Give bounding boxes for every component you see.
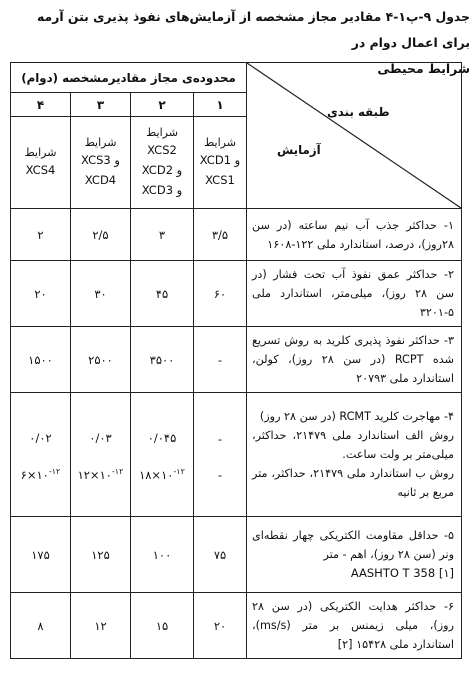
value-cell: ۲۰: [194, 593, 247, 659]
value-method-a: -: [217, 431, 223, 446]
table-row: [11, 593, 462, 659]
condition-2-class-a: XCS2: [147, 143, 177, 157]
value-method-b: [131, 467, 193, 482]
value-mantissa: ۱۲×۱۰: [77, 467, 112, 482]
value-cell: ۳۰: [71, 261, 131, 327]
value-cell: ۲۰: [11, 261, 71, 327]
condition-3-word: شرایط: [84, 136, 117, 149]
value-cell: ۱۵: [131, 593, 194, 659]
value-cell: ۴۵: [131, 261, 194, 327]
value-cell: ۱۵۰۰: [11, 327, 71, 393]
condition-1-class-b: XCS1: [205, 173, 235, 187]
value-mantissa: ۶×۱۰: [20, 467, 49, 482]
condition-col-4: [11, 117, 71, 209]
value-cell: ۲/۵: [71, 209, 131, 261]
value-cell: ۱۰۰: [131, 517, 194, 593]
col-number-4: ۴: [11, 93, 71, 117]
test-description: ۳- حداکثر نفوذ پذیری کلرید به روش تسریع شده RCPT (در سن ۲۸ روز)، کولن، استاندارد ملی ۲۰۷۹۳: [247, 327, 462, 393]
value-cell: ۱۲: [71, 593, 131, 659]
condition-1-class-a: XCD1 و: [199, 153, 241, 167]
col-number-3: ۳: [71, 93, 131, 117]
diagonal-line: [247, 63, 461, 208]
col-number-1: ۱: [194, 93, 247, 117]
value-exponent: -۱۲: [48, 467, 61, 477]
condition-4-word: شرایط: [24, 146, 57, 159]
value-method-a: ۰/۰۳: [89, 431, 112, 446]
table-row: [11, 517, 462, 593]
value-cell: ۸: [11, 593, 71, 659]
condition-col-2: [131, 117, 194, 209]
condition-2-class-c: XCD3 و: [141, 183, 183, 197]
col-number-2: ۲: [131, 93, 194, 117]
rcmt-method-b: روش ب استاندارد ملی ۲۱۴۷۹، حداکثر، متر مربع بر ثانیه: [252, 467, 454, 499]
category-label: طبقه بندی: [327, 105, 390, 119]
test-description: ۶- حداکثر هدایت الکتریکی (در سن ۲۸ روز)، میلی زیمنس بر متر (ms/s)، استاندارد ملی ۱۵۴۲۸ [۲]: [247, 593, 462, 659]
value-cell: ۶۰: [194, 261, 247, 327]
header-row-range: [11, 63, 462, 93]
test-description: [247, 393, 462, 517]
value-exponent: -۱۲: [111, 467, 124, 477]
condition-3-class-a: XCS3 و: [81, 153, 120, 167]
condition-3-class-b: XCD4: [84, 173, 117, 187]
test-description: ۱- حداکثر جذب آب نیم ساعته (در سن ۲۸روز)، درصد، استاندارد ملی ۱۲۲-۱۶۰۸: [247, 209, 462, 261]
caption-line-2: شرایط محیطی: [377, 61, 470, 76]
value-cell-stack: [71, 393, 131, 517]
condition-col-1: [194, 117, 247, 209]
range-header: محدوده‌ی مجاز مقادیرمشخصه (دوام): [11, 63, 247, 93]
value-mantissa: ۱۸×۱۰: [139, 467, 174, 482]
resistivity-text: ۵- حداقل مقاومت الکتریکی چهار نقطه‌ای ونر (سن ۲۸ روز)، اهم - متر: [252, 529, 454, 561]
reference-standard: AASHTO T 358 [۱]: [350, 566, 454, 580]
table-row: [11, 209, 462, 261]
condition-4-class: XCS4: [25, 163, 56, 177]
value-cell-stack: [11, 393, 71, 517]
value-cell: ۷۵: [194, 517, 247, 593]
table-row: [11, 327, 462, 393]
table-row: [11, 393, 462, 517]
value-cell: ۳: [131, 209, 194, 261]
value-cell-stack: [194, 393, 247, 517]
value-method-b: -: [217, 467, 223, 482]
diagonal-header-cell: [247, 63, 462, 209]
value-method-a: ۰/۰۴۵: [147, 431, 177, 446]
durability-spec-table: [10, 62, 462, 659]
condition-2-word: شرایط: [146, 126, 178, 139]
condition-2-class-b: XCD2 و: [141, 163, 183, 177]
test-description: ۲- حداکثر عمق نفوذ آب تحت فشار (در سن ۲۸ روز)، میلی‌متر، استاندارد ملی ۵-۳۲۰۱: [247, 261, 462, 327]
value-cell: ۱۷۵: [11, 517, 71, 593]
test-label: آزمایش: [277, 143, 321, 157]
caption-line-1: جدول ۹-پ۱-۴ مقادیر مجاز مشخصه از آزمایش‌های نفوذ پذیری بتن آرمه برای اعمال دوام در: [37, 9, 470, 50]
value-cell: ۳۵۰۰: [131, 327, 194, 393]
value-cell: ۳/۵: [194, 209, 247, 261]
condition-1-word: شرایط: [204, 136, 236, 149]
test-description: [247, 517, 462, 593]
value-exponent: -۱۲: [173, 467, 185, 477]
value-cell: ۲۵۰۰: [71, 327, 131, 393]
table-row: [11, 261, 462, 327]
rcmt-method-a: روش الف استاندارد ملی ۲۱۴۷۹، حداکثر، میلی‌متر بر ولت ساعت.: [252, 429, 454, 461]
value-cell: -: [194, 327, 247, 393]
value-cell-stack: [131, 393, 194, 517]
value-cell: ۲: [11, 209, 71, 261]
value-method-b: [71, 467, 130, 482]
value-cell: ۱۲۵: [71, 517, 131, 593]
value-method-a: ۰/۰۲: [29, 431, 52, 446]
value-method-b: [11, 467, 70, 482]
rcmt-title: ۴- مهاجرت کلرید RCMT (در سن ۲۸ روز): [259, 410, 454, 423]
condition-col-3: [71, 117, 131, 209]
